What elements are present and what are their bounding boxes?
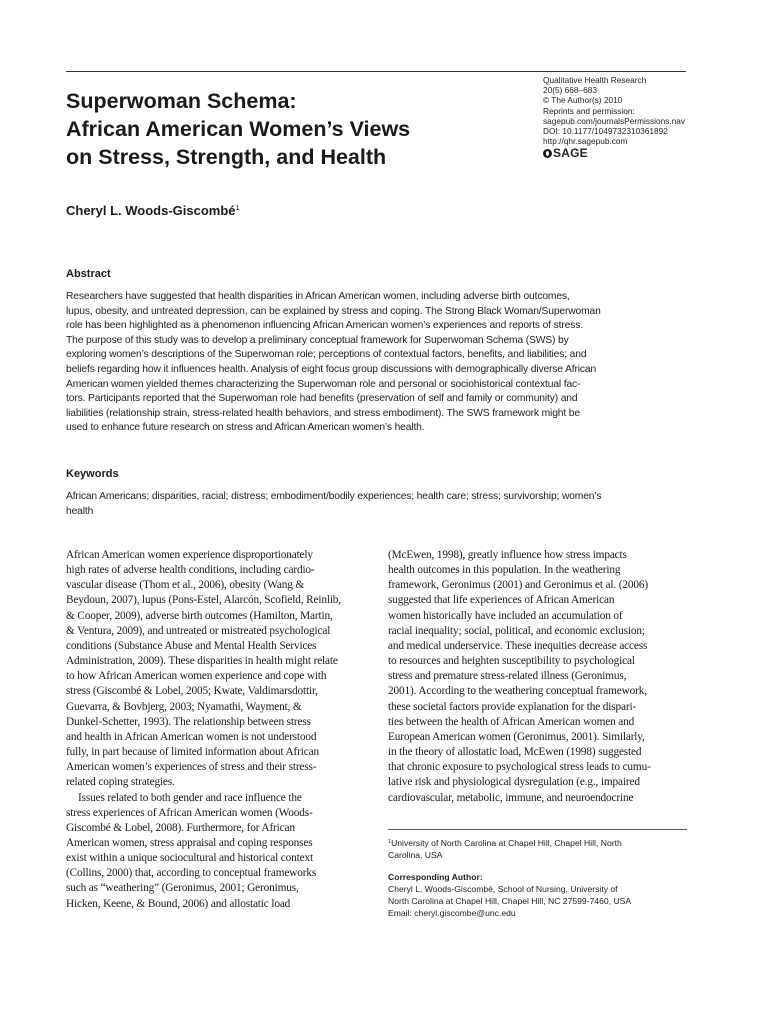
sage-logo: [543, 147, 693, 160]
journal-info: [543, 75, 693, 160]
abstract-line: American women yielded themes characterizing the Superwoman role and personal or sociohistorical contextual fac-: [66, 378, 581, 390]
sage-logo-icon: [543, 149, 552, 158]
body-line: Dunkel-Schetter, 1993). The relationship between stress: [66, 715, 311, 728]
body-line: related coping strategies.: [66, 776, 175, 789]
body-line: stress (Giscombé & Lobel, 2005; Kwate, Valdimarsdottir,: [66, 685, 318, 698]
body-line: health outcomes in this population. In the weathering: [388, 564, 621, 577]
body-line: and health in African American women is not understood: [66, 730, 317, 743]
body-line: to resources and heighten susceptibility to psychological: [388, 655, 635, 668]
affiliation-text: University of North Carolina at Chapel Hill, Chapel Hill, North: [391, 838, 622, 848]
title-line: Superwoman Schema:: [66, 89, 297, 113]
body-line: women historically have included an accumulation of: [388, 609, 623, 622]
body-line: ties between the health of African American women and: [388, 715, 635, 728]
body-line: lative risk and physiological dysregulation (e.g., impaired: [388, 776, 640, 789]
body-line: American women, stress appraisal and coping responses: [66, 836, 313, 849]
body-line: American women’s experiences of stress and their stress-: [66, 761, 317, 774]
body-line: African American women experience disproportionately: [66, 549, 313, 561]
body-column-right: [388, 548, 688, 806]
body-line: Hicken, Keene, & Bound, 2006) and allostatic load: [66, 897, 291, 910]
abstract-text: [66, 290, 688, 436]
body-line: cardiovascular, metabolic, immune, and neuroendocrine: [388, 791, 634, 804]
abstract-line: tors. Participants reported that the Superwoman role had benefits (preservation of self and family or community) and: [66, 393, 578, 405]
reprints-label: Reprints and permission:: [543, 105, 635, 116]
body-line: (McEwen, 1998), greatly influence how stress impacts: [388, 549, 627, 561]
body-line: high rates of adverse health conditions, including cardio-: [66, 564, 315, 577]
body-line: stress experiences of African American women (Woods-: [66, 806, 313, 819]
body-line: Guevarra, & Bovbjerg, 2003; Nyamathi, Wayment, &: [66, 700, 302, 713]
doi: DOI: 10.1177/1049732310361892: [543, 126, 668, 137]
keywords-line: health: [66, 506, 94, 517]
body-line: Giscombé & Lobel, 2008). Furthermore, for African: [66, 821, 295, 834]
footnote: [388, 836, 688, 919]
journal-volume: 20(5) 668–683: [543, 85, 597, 96]
affiliation-line: [388, 836, 688, 849]
body-line: stress and premature stress-related illness (Geronimus,: [388, 670, 627, 683]
abstract-line: role has been highlighted as a phenomenon influencing African American women’s experiences and reports of stress.: [66, 320, 583, 332]
body-column-left: [66, 548, 366, 912]
abstract-line: The purpose of this study was to develop a preliminary conceptual framework for Superwoman Schema (SWS) by: [66, 334, 569, 346]
body-line: suggested that life experiences of African American: [388, 594, 615, 607]
journal-name: Qualitative Health Research: [543, 75, 647, 85]
body-line: Administration, 2009). These disparities in health might relate: [66, 655, 338, 668]
body-line: 2001). According to the weathering conceptual framework,: [388, 685, 647, 698]
keywords-heading: Keywords: [66, 468, 119, 480]
author-name: Cheryl L. Woods-Giscombé: [66, 203, 236, 218]
abstract-line: beliefs regarding how it influences health. Analysis of eight focus group discussions with demographically diverse African: [66, 363, 597, 375]
body-line: framework, Geronimus (2001) and Geronimus et al. (2006): [388, 579, 648, 592]
corresponding-line: Cheryl L. Woods-Giscombé, School of Nursing, University of: [388, 884, 618, 894]
corresponding-line: North Carolina at Chapel Hill, Chapel Hill, NC 27599-7460, USA: [388, 896, 632, 906]
corresponding-email[interactable]: Email: cheryl.giscombe@unc.edu: [388, 908, 516, 918]
body-line: racial inequality; social, political, and economic exclusion;: [388, 624, 645, 637]
body-line: fully, in part because of limited information about African: [66, 746, 319, 759]
copyright: © The Author(s) 2010: [543, 95, 623, 106]
body-line: these societal factors provide explanation for the dispari-: [388, 700, 637, 713]
abstract-line: used to enhance future research on stress and African American women’s health.: [66, 422, 425, 434]
affiliation-line: Carolina, USA: [388, 850, 443, 860]
body-line: conditions (Substance Abuse and Mental Health Services: [66, 639, 317, 652]
body-line: vascular disease (Thom et al., 2006), obesity (Wang &: [66, 579, 305, 592]
abstract-heading: Abstract: [66, 268, 111, 280]
body-line: exist within a unique sociocultural and historical context: [66, 852, 313, 865]
body-line: to how African American women experience and cope with: [66, 670, 327, 683]
body-line: & Ventura, 2009), and untreated or mistreated psychological: [66, 624, 331, 637]
title-line: African American Women’s Views: [66, 117, 411, 141]
author-byline: [66, 203, 240, 218]
top-rule: [66, 71, 686, 72]
body-line: Beydoun, 2007), lupus (Pons-Estel, Alarcón, Scofield, Reinlib,: [66, 594, 341, 607]
permissions-link[interactable]: sagepub.com/journalsPermissions.nav: [543, 115, 686, 126]
abstract-line: Researchers have suggested that health disparities in African American women, including adverse birth outcomes,: [66, 291, 570, 302]
footnote-mark: 1: [388, 839, 392, 845]
body-line: that chronic exposure to psychological stress leads to cumu-: [388, 761, 651, 774]
abstract-line: lupus, obesity, and untreated depression, can be explained by stress and coping. The Strong Black Woman/Superwoman: [66, 305, 601, 317]
keywords-line: African Americans; disparities, racial; distress; embodiment/bodily experiences; health care; stress; survivorship; women’s: [66, 491, 602, 502]
keywords-text: [66, 489, 688, 519]
body-line: and medical underservice. These inequities decrease access: [388, 639, 648, 652]
body-line: (Collins, 2000) that, according to conceptual frameworks: [66, 867, 317, 880]
abstract-line: exploring women’s descriptions of the Superwoman role; perceptions of contextual factors, benefits, and liabilities; and: [66, 349, 587, 361]
title-line: on Stress, Strength, and Health: [66, 145, 387, 169]
journal-url[interactable]: http://qhr.sagepub.com: [543, 136, 628, 147]
body-line: such as “weathering” (Geronimus, 2001; Geronimus,: [66, 882, 299, 895]
body-line: European American women (Geronimus, 2001). Similarly,: [388, 730, 645, 743]
affiliation-mark: 1: [235, 203, 240, 212]
article-title: [66, 87, 506, 171]
body-line: Issues related to both gender and race influence the: [78, 791, 302, 804]
body-line: & Cooper, 2009), adverse birth outcomes (Hamilton, Martin,: [66, 609, 333, 622]
footnote-rule: [388, 829, 687, 830]
abstract-line: liabilities (relationship strain, stress-related health behaviors, and stress embodiment). The SWS framework might be: [66, 407, 580, 419]
body-line: in the theory of allostatic load, McEwen (1998) suggested: [388, 746, 642, 759]
sage-logo-text: SAGE: [553, 146, 588, 161]
corresponding-author-heading: Corresponding Author:: [388, 872, 483, 882]
